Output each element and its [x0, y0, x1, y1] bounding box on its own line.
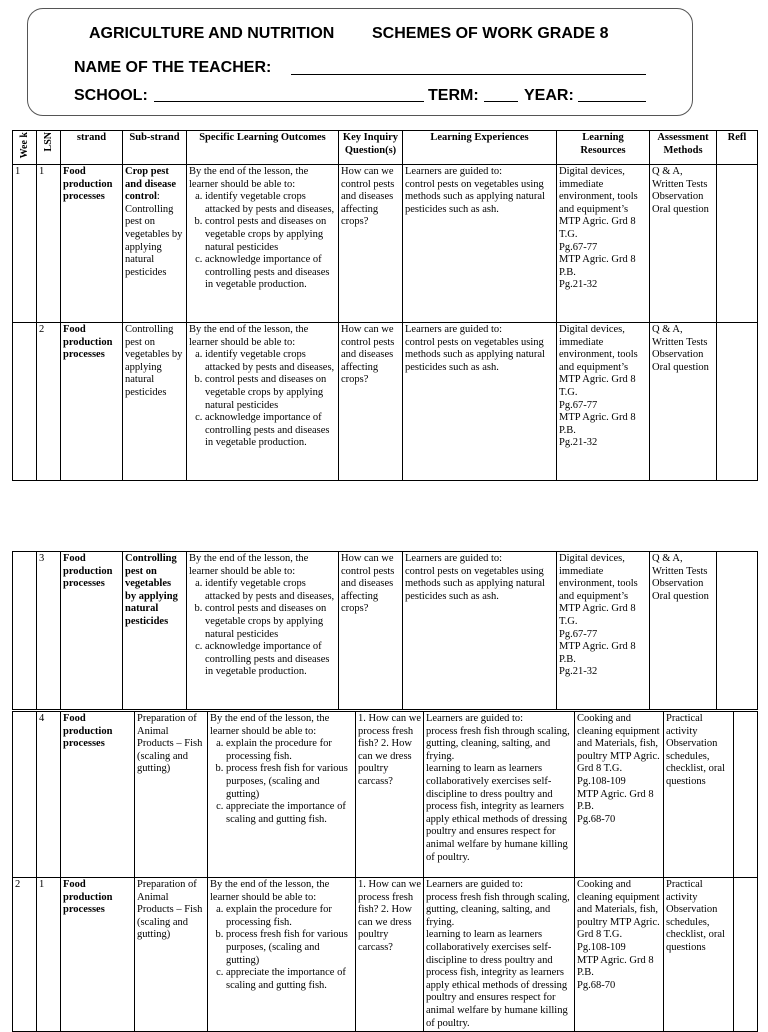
reflection-cell[interactable]	[734, 712, 758, 878]
year-label: YEAR:	[524, 87, 574, 104]
strand-cell: Food production processes	[61, 322, 123, 480]
teacher-label: NAME OF THE TEACHER:	[74, 59, 272, 76]
col-inquiry: Key Inquiry Question(s)	[339, 131, 403, 165]
lsn-cell: 1	[37, 878, 61, 1032]
col-outcomes: Specific Learning Outcomes	[187, 131, 339, 165]
strand-cell: Food production processes	[61, 552, 123, 710]
assessment-cell: Practical activity Observation schedules, checklist, oral questions	[664, 878, 734, 1032]
lsn-cell: 3	[37, 552, 61, 710]
header-box	[27, 8, 693, 116]
resources-cell: Digital devices, immediate environment, tools and equipment’s MTP Agric. Grd 8 T.G. Pg.67-77 MTP Agric. Grd 8 P.B. Pg.21-32	[557, 322, 650, 480]
inquiry-cell: How can we control pests and diseases affecting crops?	[339, 164, 403, 322]
week-cell: 1	[13, 164, 37, 322]
resources-cell: Cooking and cleaning equipment and Materials, fish, poultry MTP Agric. Grd 8 T.G. Pg.108-109 MTP Agric. Grd 8 P.B. Pg.68-70	[575, 712, 664, 878]
week-cell: 2	[13, 878, 37, 1032]
resources-cell: Cooking and cleaning equipment and Materials, fish, poultry MTP Agric. Grd 8 T.G. Pg.108-109 MTP Agric. Grd 8 P.B. Pg.68-70	[575, 878, 664, 1032]
assessment-cell: Q & A, Written Tests Observation Oral question	[650, 164, 717, 322]
week-cell	[13, 322, 37, 480]
outcomes-cell: By the end of the lesson, the learner should be able to: a. identify vegetable crops attacked by pests and diseases, b. control pests and diseases on vegetable crops by applying natural pesticides c. acknowledge importance of controlling pests and diseases in vegetable production.	[187, 164, 339, 322]
col-experiences: Learning Experiences	[403, 131, 557, 165]
inquiry-cell: How can we control pests and diseases affecting crops?	[339, 322, 403, 480]
inquiry-cell: 1. How can we process fresh fish? 2. How can we dress poultry carcass?	[356, 712, 424, 878]
lsn-cell: 2	[37, 322, 61, 480]
outcomes-cell: By the end of the lesson, the learner should be able to: a. identify vegetable crops attacked by pests and diseases, b. control pests and diseases on vegetable crops by applying natural pesticides c. acknowledge importance of controlling pests and diseases in vegetable production.	[187, 322, 339, 480]
resources-cell: Digital devices, immediate environment, tools and equipment’s MTP Agric. Grd 8 T.G. Pg.67-77 MTP Agric. Grd 8 P.B. Pg.21-32	[557, 164, 650, 322]
scheme-table-2	[12, 551, 758, 710]
table-row	[13, 322, 758, 480]
col-assessment: Assessment Methods	[650, 131, 717, 165]
experiences-cell: Learners are guided to: process fresh fish through scaling, gutting, cleaning, salting, and frying. learning to learn as learners collaboratively exercises self-discipline to dress poultry and process fish, integrity as learners apply ethical methods of dressing poultry and ensures respect for animal welfare by humane killing of poultry.	[424, 878, 575, 1032]
col-lsn: LSN	[37, 131, 61, 165]
table-row	[13, 712, 758, 878]
reflection-cell[interactable]	[717, 322, 758, 480]
col-strand: strand	[61, 131, 123, 165]
school-name-line[interactable]	[154, 100, 424, 102]
sub-strand-cell: Controlling pest on vegetables by applying natural pesticides	[123, 552, 187, 710]
col-resources: Learning Resources	[557, 131, 650, 165]
scheme-table-1	[12, 130, 758, 481]
term-line[interactable]	[484, 100, 518, 102]
outcomes-cell: By the end of the lesson, the learner should be able to: a. explain the procedure for processing fish. b. process fresh fish for various purposes, (scaling and gutting) c. appreciate the importance of scaling and gutting fish.	[208, 712, 356, 878]
scheme-title: SCHEMES OF WORK GRADE 8	[372, 25, 609, 42]
col-reflection: Refl	[717, 131, 758, 165]
assessment-cell: Q & A, Written Tests Observation Oral question	[650, 552, 717, 710]
year-line[interactable]	[578, 100, 646, 102]
outcomes-cell: By the end of the lesson, the learner should be able to: a. explain the procedure for processing fish. b. process fresh fish for various purposes, (scaling and gutting) c. appreciate the importance of scaling and gutting fish.	[208, 878, 356, 1032]
lsn-cell: 4	[37, 712, 61, 878]
reflection-cell[interactable]	[734, 878, 758, 1032]
assessment-cell: Practical activity Observation schedules, checklist, oral questions	[664, 712, 734, 878]
table-row	[13, 552, 758, 710]
assessment-cell: Q & A, Written Tests Observation Oral question	[650, 322, 717, 480]
inquiry-cell: 1. How can we process fresh fish? 2. How can we dress poultry carcass?	[356, 878, 424, 1032]
inquiry-cell: How can we control pests and diseases affecting crops?	[339, 552, 403, 710]
experiences-cell: Learners are guided to: control pests on vegetables using methods such as applying natural pesticides such as ash.	[403, 164, 557, 322]
sub-strand-cell: Crop pest and disease control: Controlling pest on vegetables by applying natural pesticides	[123, 164, 187, 322]
strand-cell: Food production processes	[61, 712, 135, 878]
experiences-cell: Learners are guided to: control pests on vegetables using methods such as applying natural pesticides such as ash.	[403, 322, 557, 480]
subject-title: AGRICULTURE AND NUTRITION	[89, 25, 335, 42]
resources-cell: Digital devices, immediate environment, tools and equipment’s MTP Agric. Grd 8 T.G. Pg.67-77 MTP Agric. Grd 8 P.B. Pg.21-32	[557, 552, 650, 710]
sub-strand-cell: Preparation of Animal Products – Fish (scaling and gutting)	[135, 878, 208, 1032]
reflection-cell[interactable]	[717, 164, 758, 322]
experiences-cell: Learners are guided to: process fresh fish through scaling, gutting, cleaning, salting, and frying. learning to learn as learners collaboratively exercises self-discipline to dress poultry and process fish, integrity as learners apply ethical methods of dressing poultry and ensures respect for animal welfare by humane killing of poultry.	[424, 712, 575, 878]
term-label: TERM:	[428, 87, 479, 104]
week-cell	[13, 552, 37, 710]
sub-strand-cell: Preparation of Animal Products – Fish (scaling and gutting)	[135, 712, 208, 878]
outcomes-cell: By the end of the lesson, the learner should be able to: a. identify vegetable crops attacked by pests and diseases, b. control pests and diseases on vegetable crops by applying natural pesticides c. acknowledge importance of controlling pests and diseases in vegetable production.	[187, 552, 339, 710]
school-label: SCHOOL:	[74, 87, 148, 104]
strand-cell: Food production processes	[61, 164, 123, 322]
col-week: Wee k	[13, 131, 37, 165]
col-sub-strand: Sub-strand	[123, 131, 187, 165]
reflection-cell[interactable]	[717, 552, 758, 710]
header-row	[13, 131, 758, 165]
teacher-name-line[interactable]	[291, 73, 646, 75]
lsn-cell: 1	[37, 164, 61, 322]
table-row	[13, 878, 758, 1032]
scheme-table-3	[12, 711, 758, 1032]
week-cell	[13, 712, 37, 878]
experiences-cell: Learners are guided to: control pests on vegetables using methods such as applying natural pesticides such as ash.	[403, 552, 557, 710]
sub-strand-cell: Controlling pest on vegetables by applying natural pesticides	[123, 322, 187, 480]
table-row	[13, 164, 758, 322]
strand-cell: Food production processes	[61, 878, 135, 1032]
